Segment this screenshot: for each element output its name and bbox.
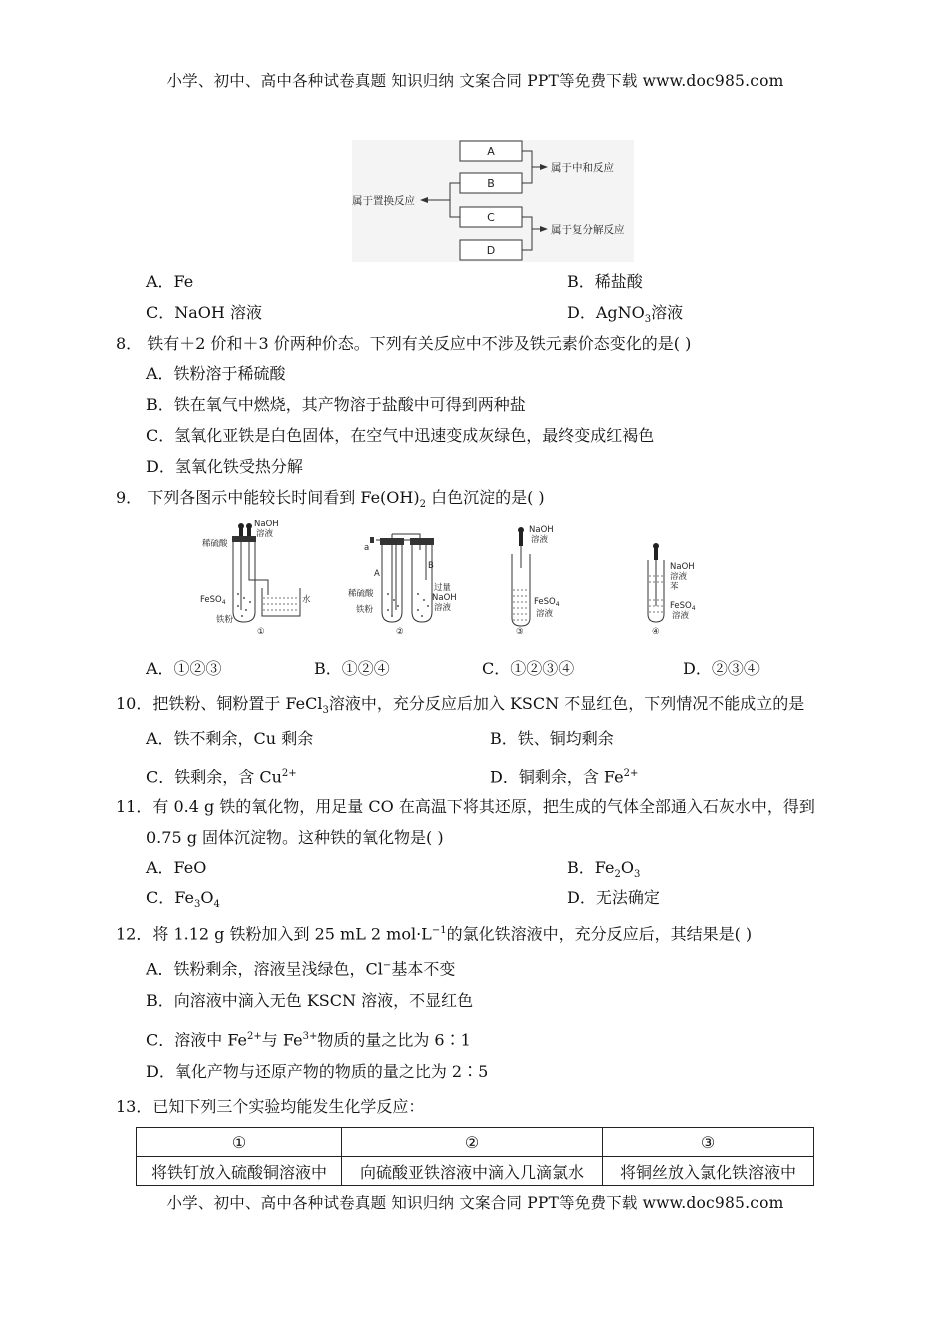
q8-stem: 8． 铁有＋2 价和＋3 价两种价态。下列有关反应中不涉及铁元素价态变化的是( ) (116, 334, 692, 353)
svg-text:NaOH: NaOH (432, 593, 457, 603)
page-footer: 小学、初中、高中各种试卷真题 知识归纳 文案合同 PPT等免费下载 www.doc985.com (166, 1194, 784, 1212)
svg-text:B: B (428, 561, 434, 571)
svg-text:溶液: 溶液 (531, 535, 549, 545)
q11-stem-line1: 11．有 0.4 g 铁的氧化物，用足量 CO 在高温下将其还原，把生成的气体全部通入石灰水中，得到 (116, 797, 815, 816)
svg-text:稀硫酸: 稀硫酸 (348, 589, 374, 599)
q9-option-c: C．①②③④ (482, 659, 575, 678)
svg-text:②: ② (396, 627, 404, 637)
q9-apparatus-figure (196, 520, 706, 640)
table-cell: 将铁钉放入硫酸铜溶液中 (137, 1157, 342, 1186)
q9-figure-3 (512, 525, 560, 637)
q11-option-b: B．$Fe_2O_3$ (567, 858, 641, 881)
q10-option-c: C．铁剩余，含 $Cu^{2+}$ (146, 767, 297, 787)
svg-text:NaOH: NaOH (670, 562, 695, 572)
q9-figure-2 (348, 534, 457, 637)
svg-text:FeSO4: FeSO$_4$ (200, 595, 226, 606)
q8-option-d: D．氢氧化铁受热分解 (146, 457, 303, 476)
svg-text:溶液: 溶液 (536, 609, 554, 619)
table-header-cell: ③ (603, 1128, 814, 1157)
table-cell: 将铜丝放入氯化铁溶液中 (603, 1157, 814, 1186)
svg-text:苯: 苯 (670, 582, 679, 592)
q11-option-a: A．FeO (146, 858, 207, 877)
q7-option-c: C．NaOH 溶液 (146, 303, 262, 322)
table-row (137, 1157, 814, 1186)
q10-option-a: A．铁不剩余，Cu 剩余 (146, 729, 314, 748)
svg-text:A: A (374, 569, 380, 579)
q7-left-label: 属于置换反应 (352, 195, 415, 207)
q12-stem: 12．将 1.12 g 铁粉加入到 25 mL 2 $mol\cdot L^{-1}$的氯化铁溶液中，充分反应后，其结果是( ) (116, 924, 753, 944)
q8-option-b: B．铁在氧气中燃烧，其产物溶于盐酸中可得到两种盐 (146, 395, 526, 414)
svg-text:溶液: 溶液 (434, 603, 452, 613)
q13-experiment-table (136, 1127, 814, 1186)
q9-option-a: A．①②③ (146, 659, 222, 678)
svg-text:铁粉: 铁粉 (216, 615, 234, 625)
q12-option-b: B．向溶液中滴入无色 KSCN 溶液，不显红色 (146, 991, 474, 1010)
table-cell: 向硫酸亚铁溶液中滴入几滴氯水 (342, 1157, 603, 1186)
q9-option-d: D．②③④ (683, 659, 760, 678)
q9-option-b: B．①②④ (314, 659, 390, 678)
q10-option-d: D．铜剩余，含 $Fe^{2+}$ (490, 767, 639, 787)
q7-option-a: A．Fe (146, 272, 194, 291)
q12-option-a: A．铁粉剩余，溶液呈浅绿色，Cl−基本不变 (146, 959, 456, 979)
q7-box-c-label: C (487, 211, 495, 224)
svg-text:溶液: 溶液 (672, 611, 690, 621)
svg-text:水: 水 (302, 595, 311, 605)
q7-box-a-label: A (487, 145, 495, 158)
table-header-cell: ② (342, 1128, 603, 1157)
q11-option-d: D．无法确定 (567, 888, 660, 907)
q9-figure-4 (648, 543, 696, 637)
q7-reaction-diagram (352, 140, 634, 262)
svg-text:④: ④ (652, 627, 660, 637)
svg-text:过量: 过量 (434, 583, 452, 593)
page-header: 小学、初中、高中各种试卷真题 知识归纳 文案合同 PPT等免费下载 www.doc985.com (166, 72, 784, 90)
q11-stem-line2: 0.75 g 固体沉淀物。这种铁的氧化物是( ) (146, 828, 444, 847)
q13-stem: 13．已知下列三个实验均能发生化学反应： (116, 1097, 425, 1116)
q8-option-c: C．氢氧化亚铁是白色固体，在空气中迅速变成灰绿色，最终变成红褐色 (146, 426, 655, 445)
svg-text:溶液: 溶液 (256, 529, 274, 539)
table-header-cell: ① (137, 1128, 342, 1157)
svg-text:稀硫酸: 稀硫酸 (202, 539, 228, 549)
q8-option-a: A．铁粉溶于稀硫酸 (146, 364, 286, 383)
q9-figure-1 (200, 520, 311, 637)
q12-option-d: D．氧化产物与还原产物的物质的量之比为 2∶5 (146, 1062, 489, 1081)
table-header-row (137, 1128, 814, 1157)
q12-option-c: C．溶液中 $Fe^{2+}$与 $Fe^{3+}$物质的量之比为 6∶1 (146, 1030, 471, 1050)
svg-text:①: ① (257, 627, 265, 637)
svg-text:FeSO4: FeSO$_4$ (670, 601, 696, 612)
q10-stem: 10．把铁粉、铜粉置于 FeCl$_3$溶液中，充分反应后加入 KSCN 不显红色，下列情况不能成立的是 (116, 694, 805, 717)
q7-right-bottom-label: 属于复分解反应 (551, 224, 625, 236)
q7-option-b: B．稀盐酸 (567, 272, 643, 291)
q11-option-c: C．$Fe_3O_4$ (146, 888, 220, 911)
svg-text:FeSO4: FeSO$_4$ (534, 597, 560, 608)
svg-text:NaOH: NaOH (529, 525, 554, 535)
svg-text:a: a (364, 543, 370, 553)
svg-text:铁粉: 铁粉 (356, 605, 374, 615)
q9-stem: 9． 下列各图示中能较长时间看到 $Fe(OH)_2$ 白色沉淀的是( ) (116, 488, 545, 511)
svg-text:溶液: 溶液 (670, 572, 688, 582)
svg-text:NaOH: NaOH (254, 520, 279, 529)
svg-text:③: ③ (516, 627, 524, 637)
q10-option-b: B．铁、铜均剩余 (490, 729, 614, 748)
q7-right-top-label: 属于中和反应 (551, 162, 614, 174)
q7-option-d: D．AgNO$_3$溶液 (567, 303, 684, 326)
q7-box-d-label: D (486, 244, 496, 257)
q7-box-b-label: B (487, 177, 495, 190)
